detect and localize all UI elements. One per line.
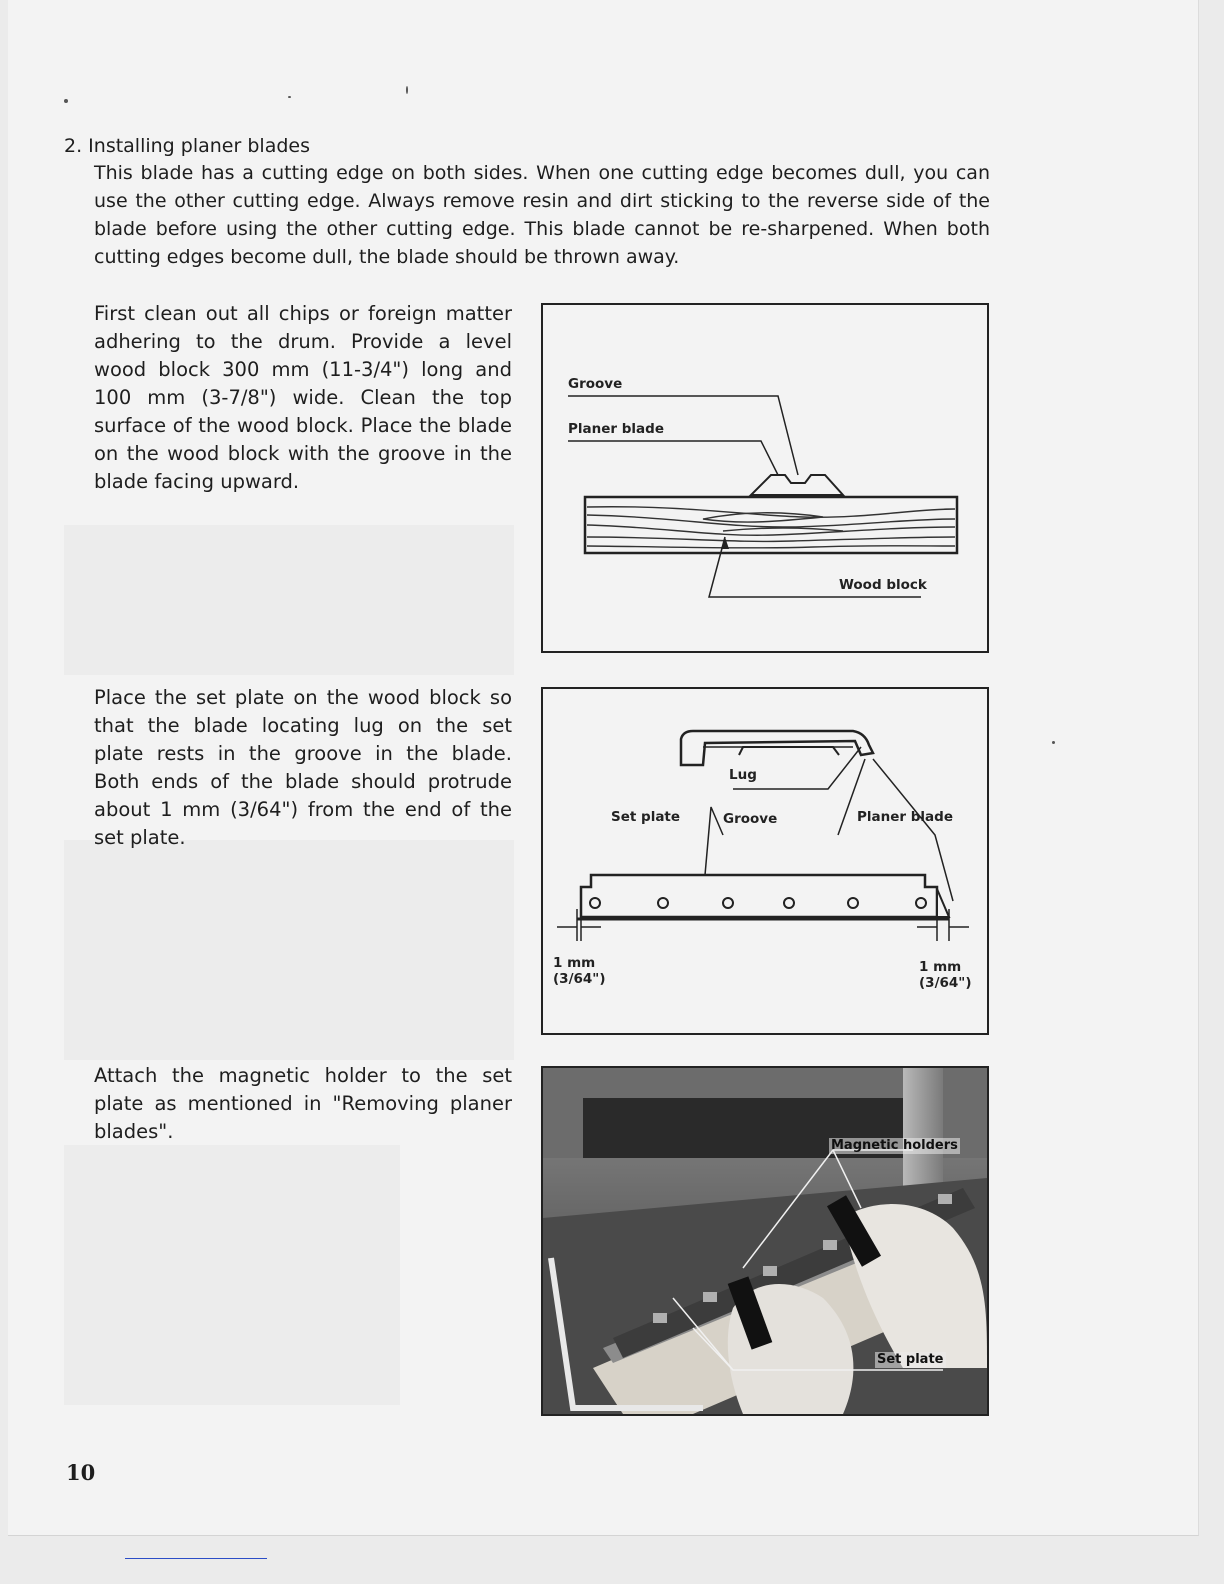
label-wood-block: Wood block [839, 577, 927, 593]
label-set-plate: Set plate [611, 809, 681, 825]
scan-speck [1052, 741, 1055, 744]
page-number: 10 [66, 1460, 96, 1485]
figure-blade-on-wood-block [541, 303, 989, 653]
label-left-protrusion-mm: 1 mm [553, 955, 596, 971]
label-groove: Groove [723, 811, 778, 827]
wood-block-diagram [543, 305, 987, 651]
figure-set-plate-position [541, 687, 989, 1035]
link-underline [125, 1558, 267, 1559]
label-right-protrusion-in: (3/64") [919, 975, 972, 991]
show-through-shadow [64, 525, 514, 675]
step1-paragraph: First clean out all chips or foreign matter adhering to the drum. Provide a level wood block 300 mm (11-3/4") long and 100 mm (3-7/8") wide. Clean the top surface of the wood block. Place the blade on the wood block with the groove in the blade facing upward. [94, 302, 512, 493]
label-left-protrusion-in: (3/64") [553, 971, 606, 987]
label-groove: Groove [568, 376, 623, 392]
label-magnetic-holders: Magnetic holders [831, 1138, 958, 1153]
scan-speck [406, 86, 408, 94]
figure-magnetic-holders-photo [541, 1066, 989, 1416]
step3-paragraph: Attach the magnetic holder to the set plate as mentioned in "Removing planer blades". [94, 1064, 512, 1143]
intro-paragraph: This blade has a cutting edge on both sides. When one cutting edge becomes dull, you can use the other cutting edge. Always remove resin and dirt sticking to the reverse side of the blade before using the other cutting edge. This blade cannot be re-sharpened. When both cutting edges become dull, the blade should be thrown away. [94, 162, 990, 268]
label-right-protrusion-mm: 1 mm [919, 959, 962, 975]
label-lug: Lug [729, 767, 757, 783]
step2-paragraph: Place the set plate on the wood block so that the blade locating lug on the set plate rests in the groove in the blade. Both ends of the blade should protrude about 1 mm (3/64") from the end of the set plate. [94, 686, 512, 849]
label-set-plate: Set plate [877, 1352, 944, 1367]
show-through-shadow [64, 1145, 400, 1405]
scan-speck [64, 99, 68, 103]
label-planer-blade: Planer blade [857, 809, 953, 825]
label-planer-blade: Planer blade [568, 421, 664, 437]
scan-speck [288, 96, 291, 98]
section-heading: 2. Installing planer blades [64, 135, 310, 157]
show-through-shadow [64, 840, 514, 1060]
